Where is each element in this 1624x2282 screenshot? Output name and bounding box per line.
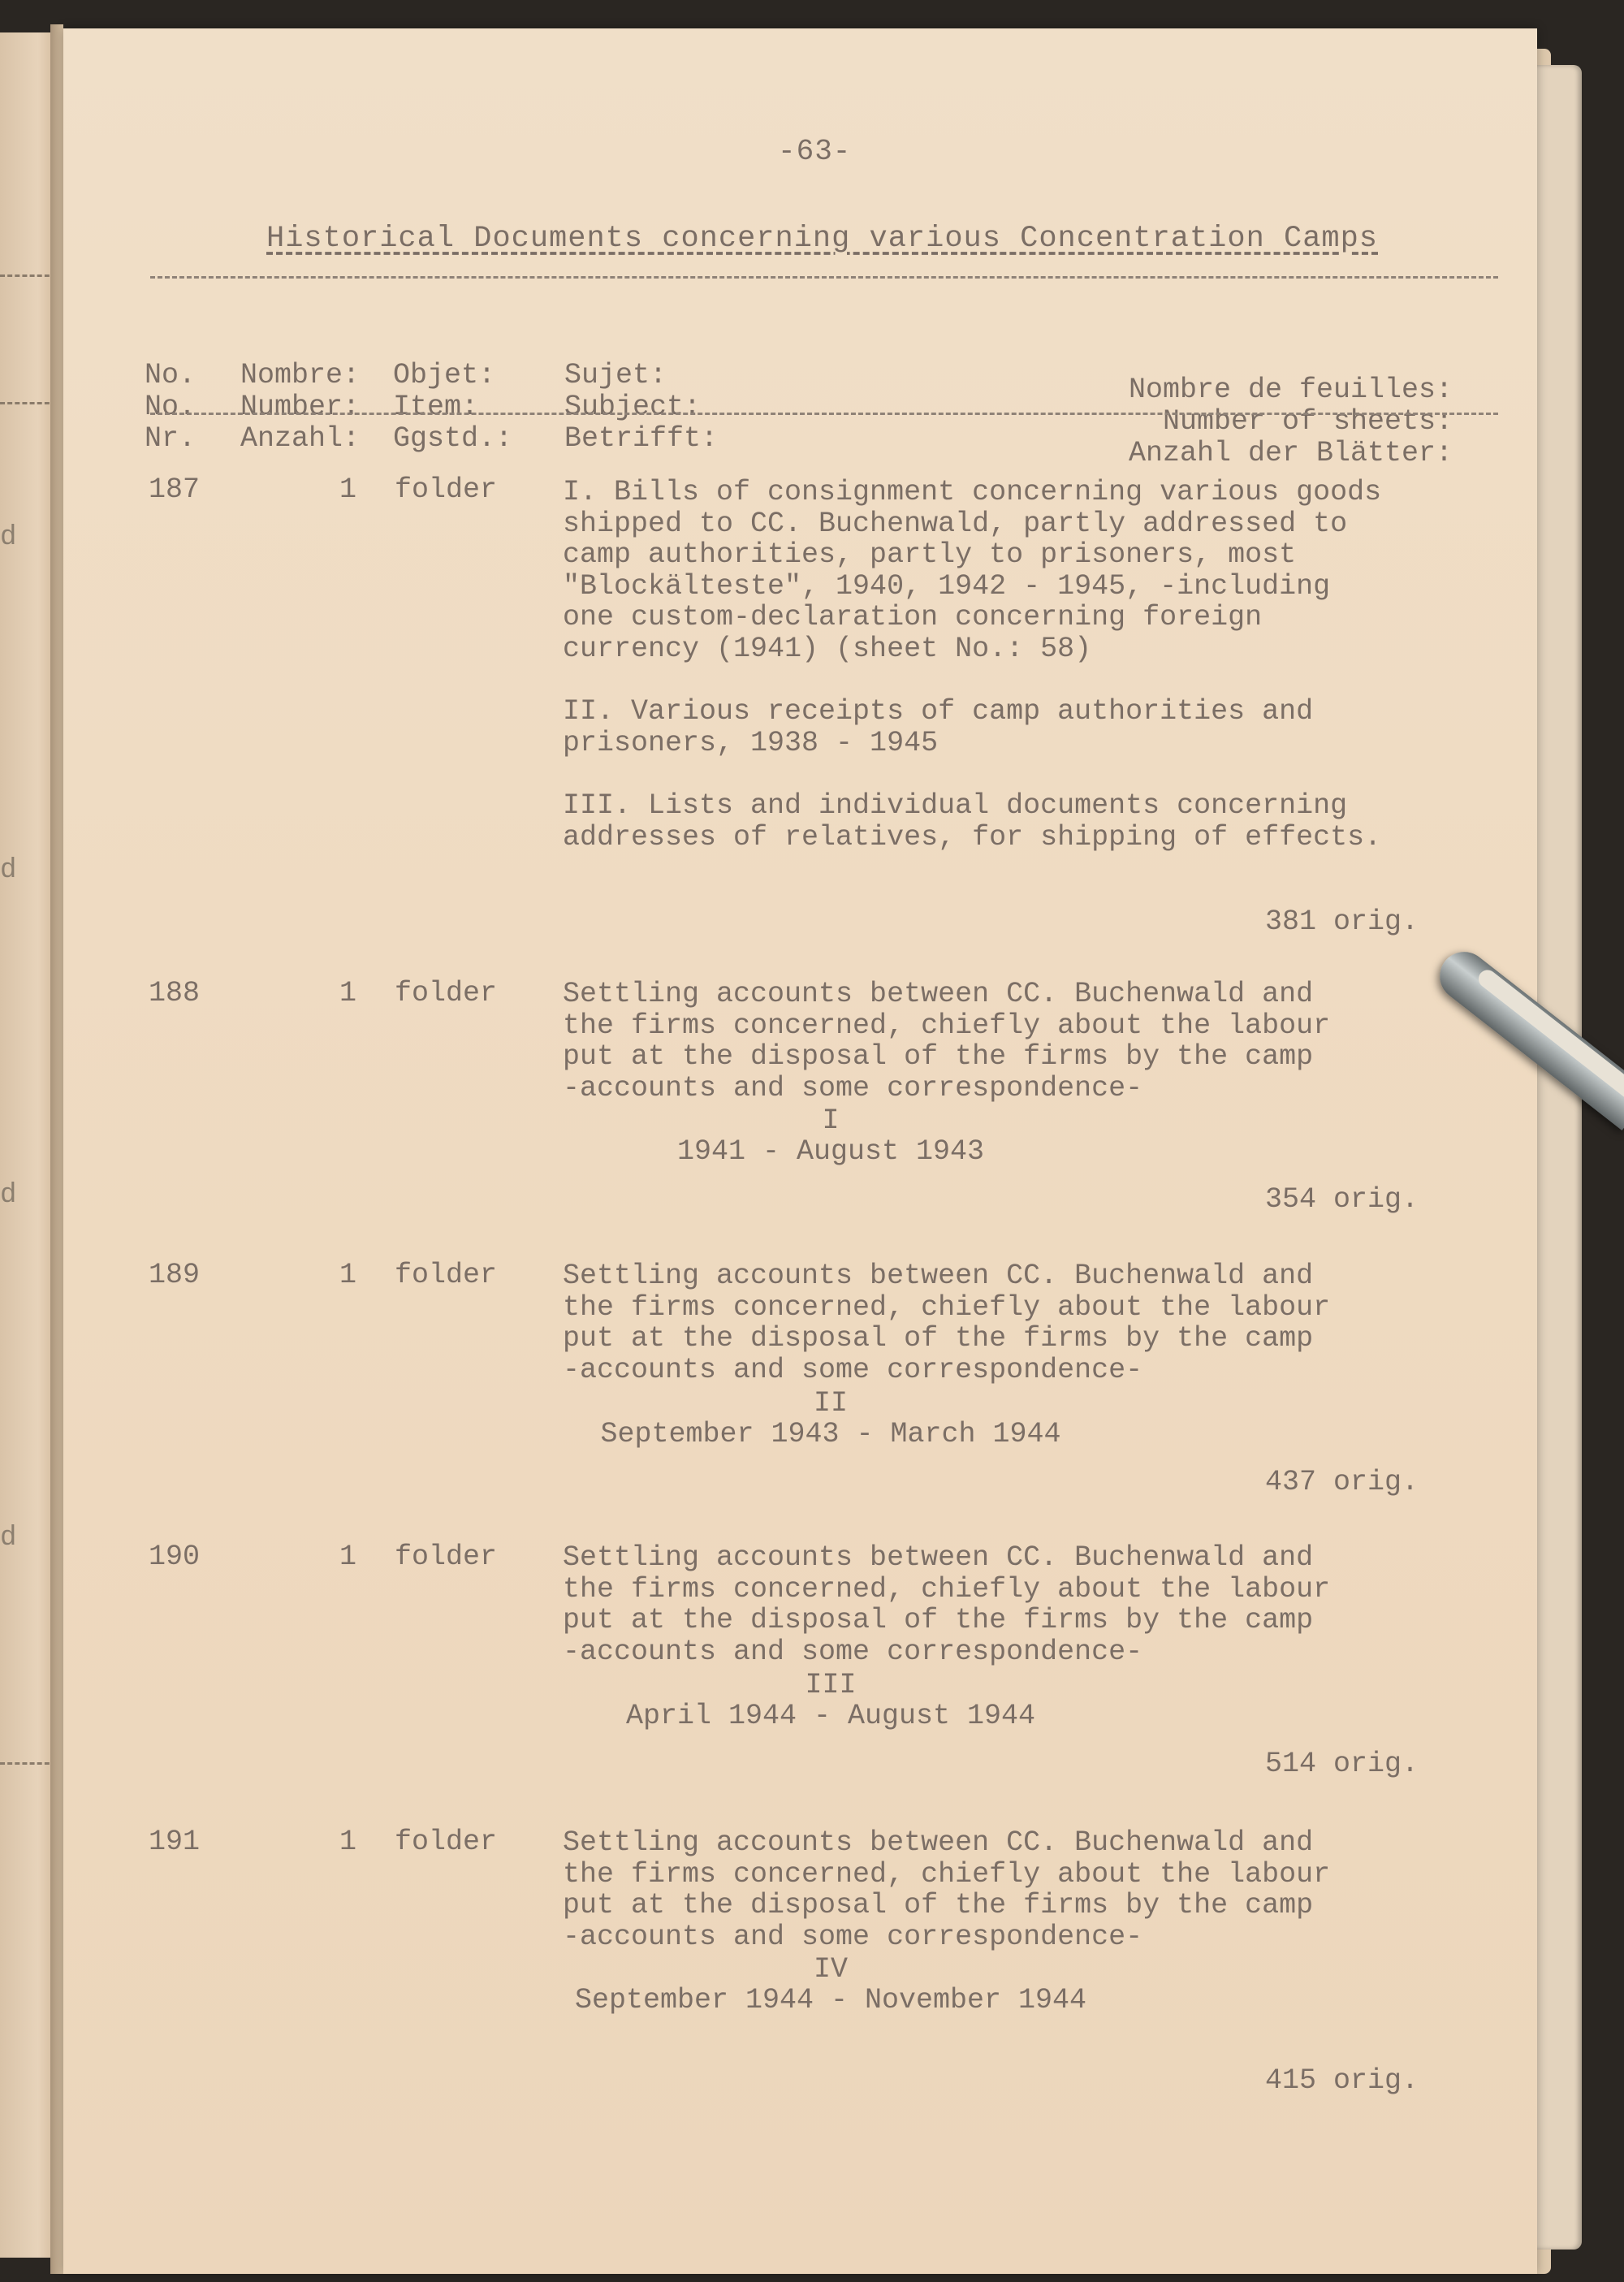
- facing-page-fragment: d: [0, 522, 17, 553]
- facing-page-rule: [0, 1762, 57, 1765]
- header-sheets: Nombre de feuilles: Number of sheets: Anzahl der Blätter:: [1129, 374, 1453, 469]
- header-count: Nombre: Number: Anzahl:: [240, 359, 361, 455]
- facing-page-rule: [0, 402, 57, 404]
- entry-sheets: 514 orig.: [1265, 1748, 1419, 1780]
- book-binding: [50, 24, 63, 2274]
- entry-description: II. Various receipts of camp authorities and prisoners, 1938 - 1945: [563, 695, 1314, 759]
- entry-count: 1: [339, 1259, 357, 1291]
- entry-part: I: [822, 1104, 840, 1137]
- header-no: No. No. Nr.: [145, 359, 197, 455]
- entry-number: 188: [149, 977, 201, 1009]
- page-number: -63-: [778, 135, 852, 168]
- facing-page-rule: [0, 274, 57, 277]
- entry-description: Settling accounts between CC. Buchenwald and the firms concerned, chiefly about the labour put at the disposal of the firms by the camp -accounts and some correspondence-: [563, 1260, 1331, 1386]
- entry-object: folder: [395, 1541, 498, 1573]
- entry-part: III: [805, 1669, 857, 1701]
- facing-page-fragment: d: [0, 855, 17, 886]
- entry-count: 1: [339, 977, 357, 1009]
- document-page: [63, 28, 1537, 2274]
- entry-object: folder: [395, 1826, 498, 1858]
- entry-description: III. Lists and individual documents concerning addresses of relatives, for shipping of effects.: [563, 789, 1382, 854]
- entry-sheets: 437 orig.: [1265, 1466, 1419, 1498]
- header-rule-bottom: [150, 413, 1498, 415]
- entry-number: 190: [149, 1541, 201, 1573]
- page-stack-edge: [1535, 65, 1582, 2250]
- entry-description: I. Bills of consignment concerning various goods shipped to CC. Buchenwald, partly addressed to camp authorities, partly to prisoners, most "Blockälteste", 1940, 1942 - 1945, -including one custom-declaration concerning foreign currency (1941) (sheet No.: 58): [563, 476, 1382, 665]
- entry-number: 187: [149, 473, 201, 506]
- facing-page-fragment: d: [0, 1523, 17, 1554]
- entry-object: folder: [395, 1259, 498, 1291]
- entry-description: Settling accounts between CC. Buchenwald and the firms concerned, chiefly about the labour put at the disposal of the firms by the camp -accounts and some correspondence-: [563, 1541, 1331, 1668]
- entry-sheets: 415 orig.: [1265, 2064, 1419, 2097]
- page-title: Historical Documents concerning various Concentration Camps: [266, 222, 1379, 256]
- header-subject: Sujet: Subject: Betrifft:: [564, 359, 719, 455]
- entry-part: IV: [813, 1953, 848, 1986]
- entry-object: folder: [395, 473, 498, 506]
- entry-object: folder: [395, 977, 498, 1009]
- entry-period: 1941 - August 1943: [676, 1135, 985, 1168]
- entry-period: September 1944 - November 1944: [574, 1984, 1087, 2016]
- header-rule-top: [150, 276, 1498, 279]
- header-object: Objet: Item: Ggstd.:: [393, 359, 513, 455]
- entry-number: 189: [149, 1259, 201, 1291]
- entry-description: Settling accounts between CC. Buchenwald and the firms concerned, chiefly about the labour put at the disposal of the firms by the camp -accounts and some correspondence-: [563, 1826, 1331, 1953]
- entry-number: 191: [149, 1826, 201, 1858]
- entry-period: September 1943 - March 1944: [600, 1418, 1061, 1450]
- entry-count: 1: [339, 1541, 357, 1573]
- entry-count: 1: [339, 1826, 357, 1858]
- entry-sheets: 354 orig.: [1265, 1183, 1419, 1216]
- entry-count: 1: [339, 473, 357, 506]
- entry-period: April 1944 - August 1944: [625, 1700, 1036, 1732]
- entry-sheets: 381 orig.: [1265, 905, 1419, 938]
- facing-page-fragment: d: [0, 1180, 17, 1211]
- entry-description: Settling accounts between CC. Buchenwald and the firms concerned, chiefly about the labour put at the disposal of the firms by the camp -accounts and some correspondence-: [563, 978, 1331, 1104]
- entry-part: II: [813, 1387, 848, 1420]
